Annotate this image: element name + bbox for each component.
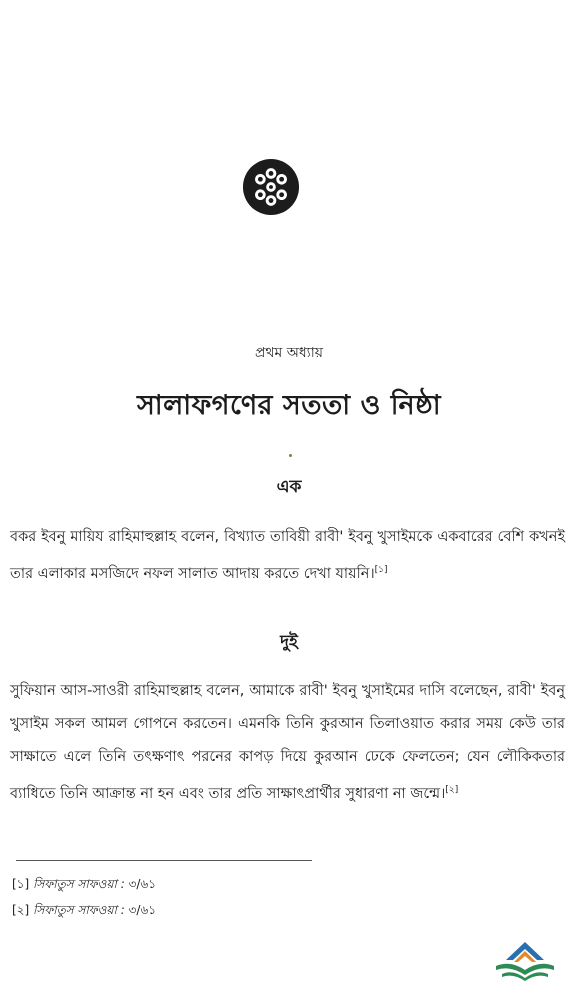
footnote-1 [12,876,156,896]
footnote-2 [12,902,156,922]
section-heading-one: এক [276,477,302,497]
footnote-page-ref: ৩/৬১ [128,903,157,917]
chapter-label: প্রথম অধ্যায় [254,345,324,361]
footnote-page-ref: ৩/৬১ [128,877,157,891]
footnote-number: [২] [12,903,30,917]
paragraph-text: সুফিয়ান আস-সাওরী রাহিমাহুল্লাহ বলেন, আমাকে রাবী' ইবনু খুসাইমের দাসি বলেছেন, রাবী' ইবনু খুসাইম সকল আমল গোপনে করতেন। এমনকি তিনি কুরআন তিলাওয়াত করার সময় কেউ তার সাক্ষাতে এলে তিনি তৎক্ষণাৎ পরনের কাপড় দিয়ে কুরআন ঢেকে ফেলতেন; যেন লৌকিকতার ব্যাধিতে তিনি আক্রান্ত না হন এবং তার প্রতি সাক্ষাৎপ্রার্থীর সুধারণা না জন্মে। [10,683,565,802]
section-paragraph-two [10,675,565,811]
section-paragraph-one [10,521,565,591]
footnote-divider [16,860,312,861]
section-heading-two: দুই [280,632,298,652]
paragraph-text: বকর ইবনু মায়িয রাহিমাহুল্লাহ বলেন, বিখ্যাত তাবিয়ী রাবী' ইবনু খুসাইমকে একবারের বেশি কখনই তার এলাকার মসজিদে নফল সালাত আদায় করতে দেখা যায়নি। [10,529,565,582]
publisher-logo-icon [492,938,558,984]
chapter-title: সালাফগণের সততা ও নিষ্ঠা [136,390,442,421]
footnote-source: সিফাতুস সাফওয়া : [32,877,125,891]
footnote-reference: [২] [445,785,459,795]
speck [289,454,292,457]
footnote-reference: [১] [374,565,388,575]
flower-ornament-icon [242,158,300,216]
footnote-source: সিফাতুস সাফওয়া : [33,903,125,917]
footnote-number: [১] [12,877,30,891]
